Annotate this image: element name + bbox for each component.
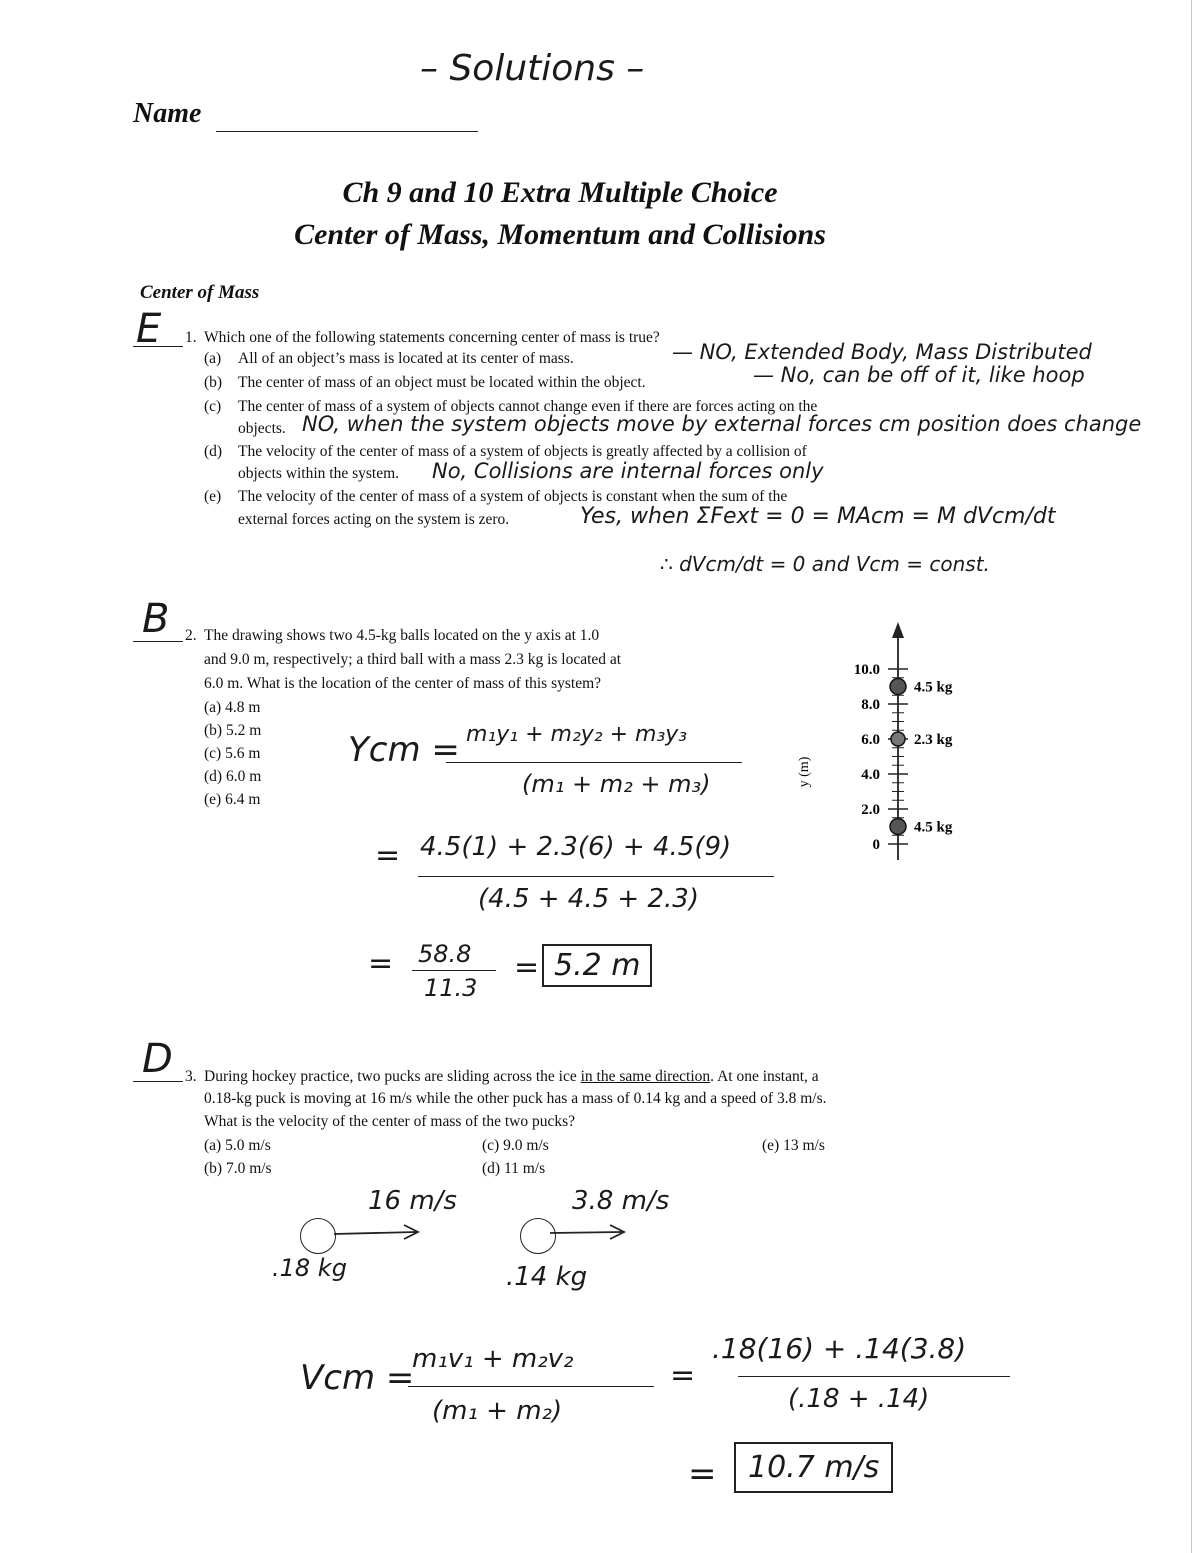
q2-work-eq3: =	[514, 950, 540, 985]
q1-answer: E	[136, 306, 162, 352]
q3-work-boxed-answer: 10.7 m/s	[734, 1442, 893, 1493]
q1-option-e-text-line2: external forces acting on the system is zero.	[238, 511, 510, 528]
q3-stem-line1-part2: . At one instant, a	[710, 1068, 819, 1085]
q3-stem-line3: What is the velocity of the center of mass of the two pucks?	[204, 1113, 576, 1130]
puck2-speed-label: 3.8 m/s	[572, 1186, 670, 1216]
q2-work-sub-numerator: 4.5(1) + 2.3(6) + 4.5(9)	[420, 832, 732, 862]
q3-option-e: (e) 13 m/s	[762, 1137, 825, 1154]
q1-option-e-note: Yes, when ΣFext = 0 = MAcm = M dVcm/dt	[580, 504, 1056, 529]
q2-work-formula-numerator: m₁y₁ + m₂y₂ + m₃y₃	[466, 722, 688, 747]
puck2-mass-label: .14 kg	[506, 1262, 588, 1292]
q1-option-d-text-line2: objects within the system.	[238, 465, 400, 482]
q2-stem-line2: and 9.0 m, respectively; a third ball with a mass 2.3 kg is located at	[204, 651, 622, 668]
q1-option-c-text-line1: The center of mass of a system of objects cannot change even if there are forces acting on the	[238, 398, 818, 415]
q2-option-d: (d) 6.0 m	[204, 768, 262, 785]
q3-option-b: (b) 7.0 m/s	[204, 1160, 272, 1177]
q1-note-continuation: ∴ dVcm/dt = 0 and Vcm = const.	[660, 552, 990, 576]
q1-option-a-letter: (a)	[204, 350, 222, 367]
puck1-speed-label: 16 m/s	[368, 1186, 457, 1216]
solutions-heading: – Solutions –	[420, 48, 645, 89]
q1-option-e-letter: (e)	[204, 488, 222, 505]
q1-stem: Which one of the following statements concerning center of mass is true?	[204, 329, 660, 346]
name-label: Name	[133, 98, 202, 129]
q1-option-d-note: No, Collisions are internal forces only	[432, 459, 824, 483]
page-title-line1: Ch 9 and 10 Extra Multiple Choice	[342, 176, 778, 209]
puck1-circle	[300, 1218, 336, 1254]
q2-work-lhs: Ycm =	[348, 730, 460, 770]
q2-work-sub-fraction-bar	[418, 876, 774, 877]
q2-answer-line	[133, 640, 183, 642]
q3-work-formula-denominator: (m₁ + m₂)	[432, 1396, 563, 1426]
q2-option-b: (b) 5.2 m	[204, 722, 262, 739]
puck2-arrow	[550, 1222, 630, 1242]
q2-stem-line3: 6.0 m. What is the location of the center of mass of this system?	[204, 675, 602, 692]
q1-answer-line	[133, 345, 183, 347]
q1-option-b-letter: (b)	[204, 374, 223, 391]
ball-top-mass-label: 4.5 kg	[914, 679, 953, 696]
puck1-arrow	[334, 1222, 424, 1242]
ball-bottom-mass-label: 4.5 kg	[914, 819, 953, 836]
q1-option-d-letter: (d)	[204, 443, 223, 460]
q3-stem-line1	[204, 1067, 819, 1086]
q2-work-result-denominator: 11.3	[424, 974, 478, 1002]
section-heading: Center of Mass	[140, 282, 260, 303]
y-tick-label-2: 2.0	[861, 802, 880, 818]
y-tick-label-0: 0	[872, 837, 880, 853]
q1-option-b-note: — No, can be off of it, like hoop	[753, 363, 1085, 387]
q1-option-a-text: All of an object’s mass is located at its center of mass.	[238, 350, 574, 367]
ball-middle-mass-label: 2.3 kg	[914, 732, 953, 748]
q3-option-c: (c) 9.0 m/s	[482, 1137, 549, 1154]
y-axis-label: y (m)	[797, 756, 812, 788]
q2-answer: B	[142, 596, 170, 642]
q1-option-c-letter: (c)	[204, 398, 222, 415]
q3-work-eq2: =	[688, 1454, 717, 1494]
q2-work-eq2: =	[368, 946, 394, 981]
ball-middle	[891, 732, 905, 746]
q1-option-d-text-line1: The velocity of the center of mass of a system of objects is greatly affected by a collision of	[238, 443, 807, 460]
q3-stem-underlined-phrase: in the same direction	[580, 1068, 711, 1085]
q1-number: 1.	[185, 329, 197, 346]
q2-work-sub-denominator: (4.5 + 4.5 + 2.3)	[478, 884, 699, 914]
y-tick-label-8: 8.0	[861, 697, 880, 713]
q2-option-c: (c) 5.6 m	[204, 745, 261, 762]
q3-work-sub-numerator: .18(16) + .14(3.8)	[712, 1332, 967, 1365]
q3-work-formula-fraction-bar	[408, 1386, 654, 1387]
q2-option-a: (a) 4.8 m	[204, 699, 261, 716]
name-blank-line	[216, 130, 478, 132]
y-tick-label-4: 4.0	[861, 767, 880, 783]
q2-work-eq1: =	[375, 838, 401, 873]
q2-diagram	[770, 620, 1010, 870]
q3-work-lhs: Vcm =	[300, 1358, 415, 1398]
q3-number: 3.	[185, 1068, 197, 1085]
q3-option-a: (a) 5.0 m/s	[204, 1137, 271, 1154]
y-tick-label-10: 10.0	[853, 662, 880, 678]
q3-stem-line2: 0.18-kg puck is moving at 16 m/s while the other puck has a mass of 0.14 kg and a speed of 3.8 m/s.	[204, 1090, 827, 1107]
y-tick-label-6: 6.0	[861, 732, 880, 748]
q2-work-formula-fraction-bar	[446, 762, 742, 763]
ball-top	[890, 679, 906, 695]
q3-work-eq1: =	[670, 1358, 696, 1393]
page-edge	[1191, 0, 1192, 1553]
q2-option-e: (e) 6.4 m	[204, 791, 261, 808]
q1-option-c-note: NO, when the system objects move by external forces cm position does change	[302, 412, 1142, 436]
q2-work-boxed-answer: 5.2 m	[542, 944, 652, 987]
q2-number: 2.	[185, 627, 197, 644]
q2-work-result-fraction-bar	[412, 970, 496, 971]
q1-option-a-note: — NO, Extended Body, Mass Distributed	[672, 340, 1092, 364]
q2-work-result-numerator: 58.8	[418, 940, 472, 968]
q1-option-c-text-line2: objects.	[238, 420, 286, 437]
q1-option-e-text-line1: The velocity of the center of mass of a system of objects is constant when the sum of the	[238, 488, 788, 505]
q3-answer: D	[142, 1036, 173, 1082]
q1-option-b-text: The center of mass of an object must be located within the object.	[238, 374, 646, 391]
q3-option-d: (d) 11 m/s	[482, 1160, 546, 1177]
ball-bottom	[890, 819, 906, 835]
q3-work-formula-numerator: m₁v₁ + m₂v₂	[412, 1344, 574, 1374]
puck1-mass-label: .18 kg	[272, 1254, 347, 1282]
page-title-line2: Center of Mass, Momentum and Collisions	[294, 218, 826, 251]
q3-stem-line1-part1: During hockey practice, two pucks are sliding across the ice	[204, 1068, 581, 1085]
q2-work-formula-denominator: (m₁ + m₂ + m₃)	[522, 770, 711, 798]
q3-work-sub-denominator: (.18 + .14)	[788, 1384, 930, 1414]
q3-work-sub-fraction-bar	[738, 1376, 1010, 1377]
q3-answer-line	[133, 1080, 183, 1082]
y-axis-arrowhead	[892, 622, 904, 638]
q2-stem-line1: The drawing shows two 4.5-kg balls located on the y axis at 1.0	[204, 627, 600, 644]
